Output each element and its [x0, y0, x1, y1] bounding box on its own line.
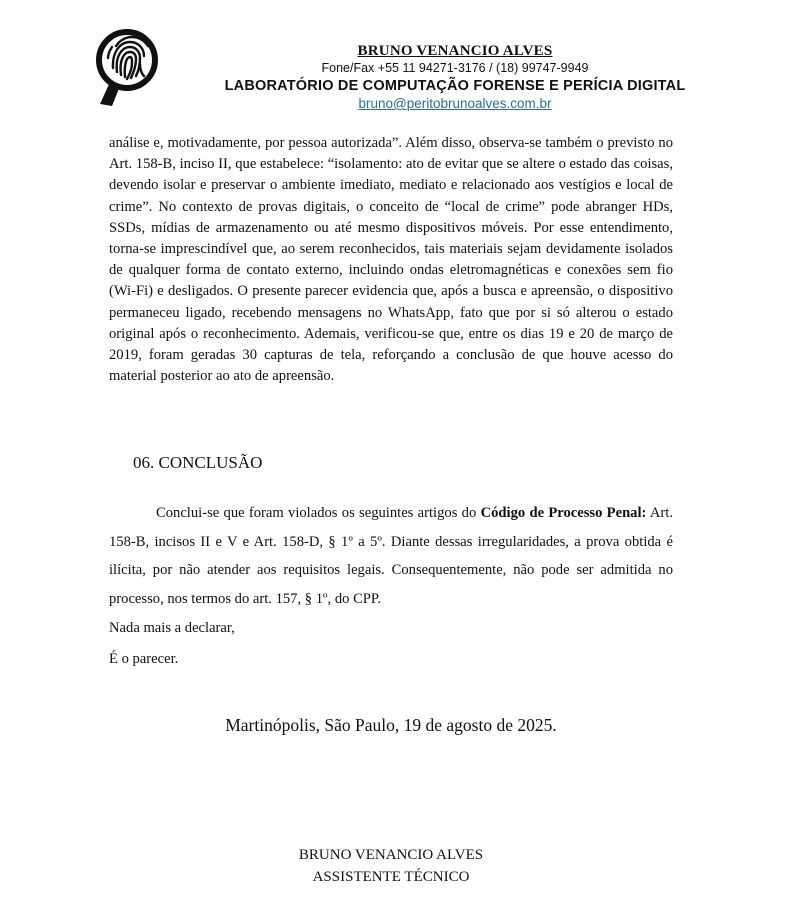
fingerprint-magnifier-icon: [96, 20, 158, 112]
section-title: 06. CONCLUSÃO: [133, 453, 263, 472]
header-name: BRUNO VENANCIO ALVES: [357, 43, 553, 59]
conclusion-code-reference: Código de Processo Penal:: [480, 505, 647, 521]
signature-name: BRUNO VENANCIO ALVES: [298, 847, 484, 863]
signature-role: ASSISTENTE TÉCNICO: [312, 869, 470, 885]
header-email-link[interactable]: bruno@peritobrunoalves.com.br: [358, 96, 552, 111]
body-paragraph: análise e, motivadamente, por pessoa autorizada”. Além disso, observa-se também o previsto no Art. 158-B, inciso II, que estabelece: “isolamento: ato de evitar que se altere o estado das coisas, devendo isolar e preservar o ambiente imediato, mediato e relacionado aos vestígios e local de crime”. No contexto de provas digitais, o conceito de “local de crime” pode abranger HDs, SSDs, mídias de armazenamento ou até mesmo dispositivos móveis. Por esse entendimento, torna-se imprescindível que, ao serem reconhecidos, tais materiais sejam devidamente isolados de qualquer forma de contato externo, incluindo ondas eletromagnéticas e conexões sem fio (Wi-Fi) e desligados. O presente parecer evidencia que, após a busca e apreensão, o dispositivo permaneceu ligado, recebendo mensagens no WhatsApp, fato que por si só alterou o estado original após o reconhecimento. Ademais, verificou-se que, entre os dias 19 e 20 de março de 2019, foram geradas 30 capturas de tela, reforçando a conclusão de que houve acesso do material posterior ao ato de apreensão.: [109, 135, 673, 385]
conclusion-text-post: Art. 158-B, incisos II e V e Art. 158-D, § 1º a 5º. Diante dessas irregularidades, a prova obtida é ilícita, por não atender aos requisitos legais. Consequentemente, não pode ser admitida no processo, nos termos do art. 157, § 1º, do CPP.: [109, 505, 673, 607]
closing-statement: Nada mais a declarar,: [109, 620, 235, 636]
conclusion-paragraph: [109, 499, 673, 613]
conclusion-text-pre: Conclui-se que foram violados os seguintes artigos do: [156, 505, 481, 521]
header-phone: Fone/Fax +55 11 94271-3176 / (18) 99747-9949: [321, 61, 589, 75]
opinion-statement: É o parecer.: [109, 651, 179, 667]
place-date: Martinópolis, São Paulo, 19 de agosto de 2025.: [225, 715, 557, 735]
header-lab-title: LABORATÓRIO DE COMPUTAÇÃO FORENSE E PERÍCIA DIGITAL: [224, 78, 686, 94]
